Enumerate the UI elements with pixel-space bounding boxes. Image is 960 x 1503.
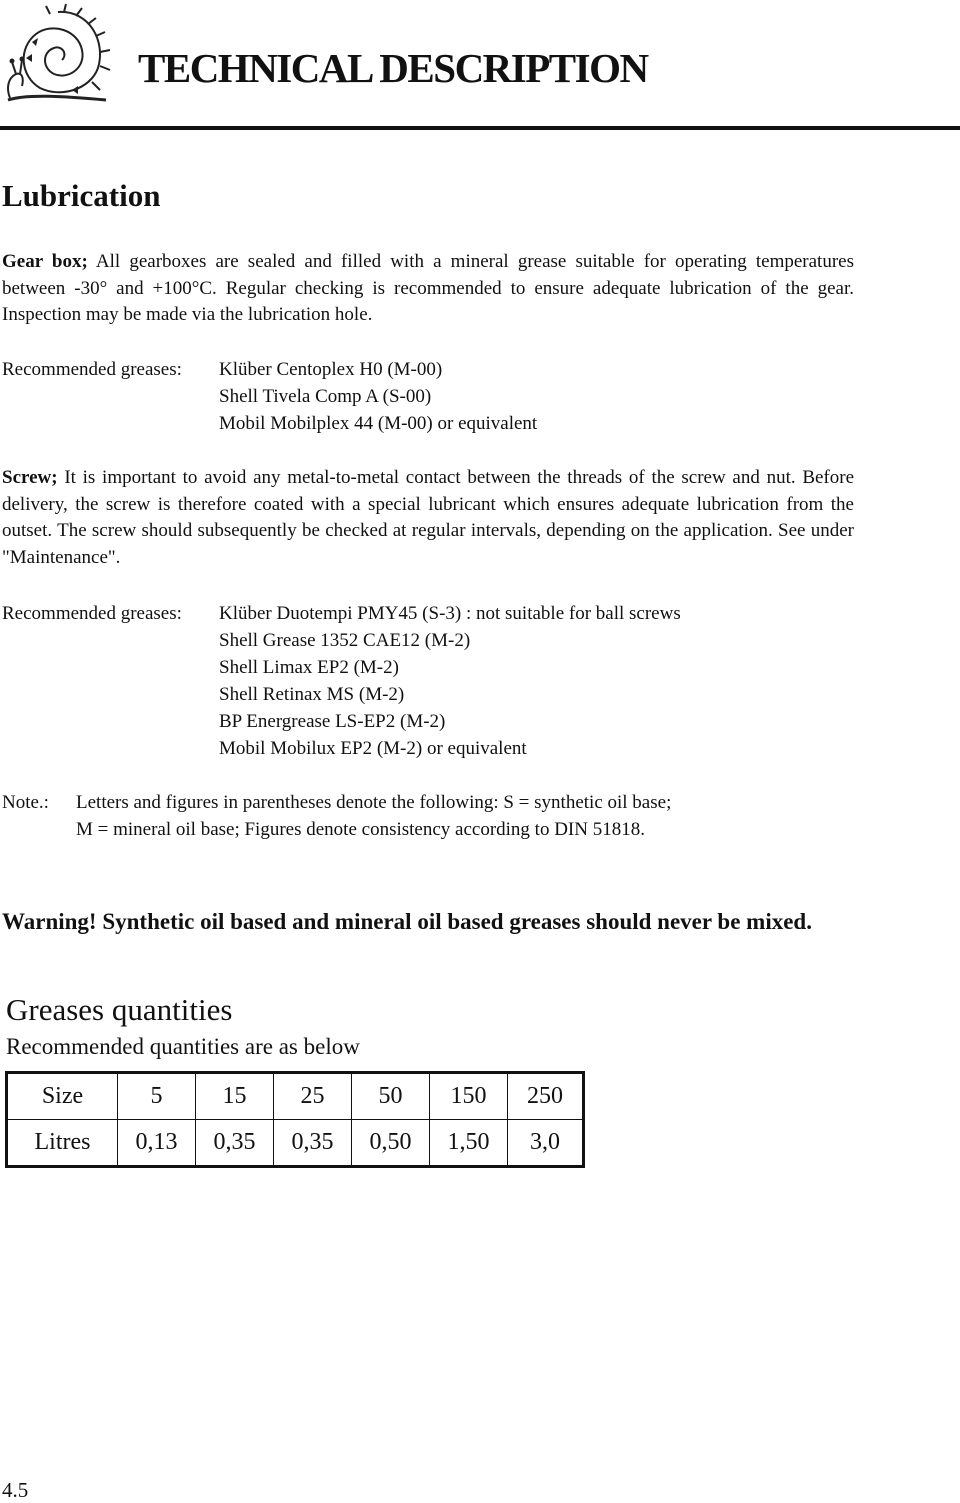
warning-text: Warning! Synthetic oil based and mineral oil based greases should never be mixed.: [2, 909, 812, 934]
table-row: [7, 1073, 584, 1120]
note-label: Note.:: [2, 792, 49, 813]
screw-text: It is important to avoid any metal-to-metal contact between the threads of the screw and nut. Before delivery, the screw is therefore coated with a special lubricant which ensures adequate lubrication from the outset. The screw should subsequently be checked at regular intervals, depending on the application. See under "Maintenance".: [2, 467, 855, 568]
quantities-table: [5, 1071, 585, 1168]
grease-item: Shell Grease 1352 CAE12 (M-2): [219, 630, 471, 651]
table-cell: 0,35: [274, 1120, 352, 1167]
table-row: [7, 1120, 584, 1167]
table-cell: 0,35: [196, 1120, 274, 1167]
snail-logo-icon: [2, 2, 114, 106]
grease-item: Mobil Mobilux EP2 (M-2) or equivalent: [219, 738, 527, 759]
quantities-subtitle: Recommended quantities are as below: [6, 1034, 360, 1059]
gearbox-paragraph: [2, 249, 854, 329]
table-cell: 0,50: [352, 1120, 430, 1167]
note-line: Letters and figures in parentheses denote the following: S = synthetic oil base;: [76, 792, 672, 813]
table-cell: 15: [196, 1073, 274, 1120]
section-heading-lubrication: Lubrication: [2, 178, 161, 213]
gearbox-greases-label: Recommended greases:: [2, 359, 182, 380]
screw-greases-label: Recommended greases:: [2, 603, 182, 624]
grease-item: Mobil Mobilplex 44 (M-00) or equivalent: [219, 413, 538, 434]
table-cell: 25: [274, 1073, 352, 1120]
page-number: 4.5: [2, 1478, 29, 1502]
grease-item: Klüber Centoplex H0 (M-00): [219, 359, 443, 380]
screw-paragraph: [2, 465, 854, 571]
row-header: Size: [7, 1073, 118, 1120]
document-title: TECHNICAL DESCRIPTION: [138, 45, 648, 91]
grease-item: Shell Limax EP2 (M-2): [219, 657, 399, 678]
row-header: Litres: [7, 1120, 118, 1167]
table-cell: 150: [430, 1073, 508, 1120]
table-cell: 50: [352, 1073, 430, 1120]
screw-lead: Screw;: [2, 467, 58, 488]
gearbox-text: All gearboxes are sealed and filled with a mineral grease suitable for operating temperatures between -30° and +100°C. Regular checking is recommended to ensure adequate lubrication of the gear. Inspection may be made via the lubrication hole.: [2, 251, 854, 325]
table-cell: 1,50: [430, 1120, 508, 1167]
grease-item: Shell Tivela Comp A (S-00): [219, 386, 432, 407]
section-heading-quantities: Greases quantities: [6, 992, 233, 1027]
grease-item: Shell Retinax MS (M-2): [219, 684, 405, 705]
note-line: M = mineral oil base; Figures denote consistency according to DIN 51818.: [76, 819, 645, 840]
table-cell: 3,0: [508, 1120, 584, 1167]
gearbox-lead: Gear box;: [2, 251, 88, 272]
table-cell: 5: [118, 1073, 196, 1120]
title-divider: [0, 126, 960, 130]
grease-item: Klüber Duotempi PMY45 (S-3) : not suitable for ball screws: [219, 603, 681, 624]
table-cell: 250: [508, 1073, 584, 1120]
grease-item: BP Energrease LS-EP2 (M-2): [219, 711, 446, 732]
table-cell: 0,13: [118, 1120, 196, 1167]
